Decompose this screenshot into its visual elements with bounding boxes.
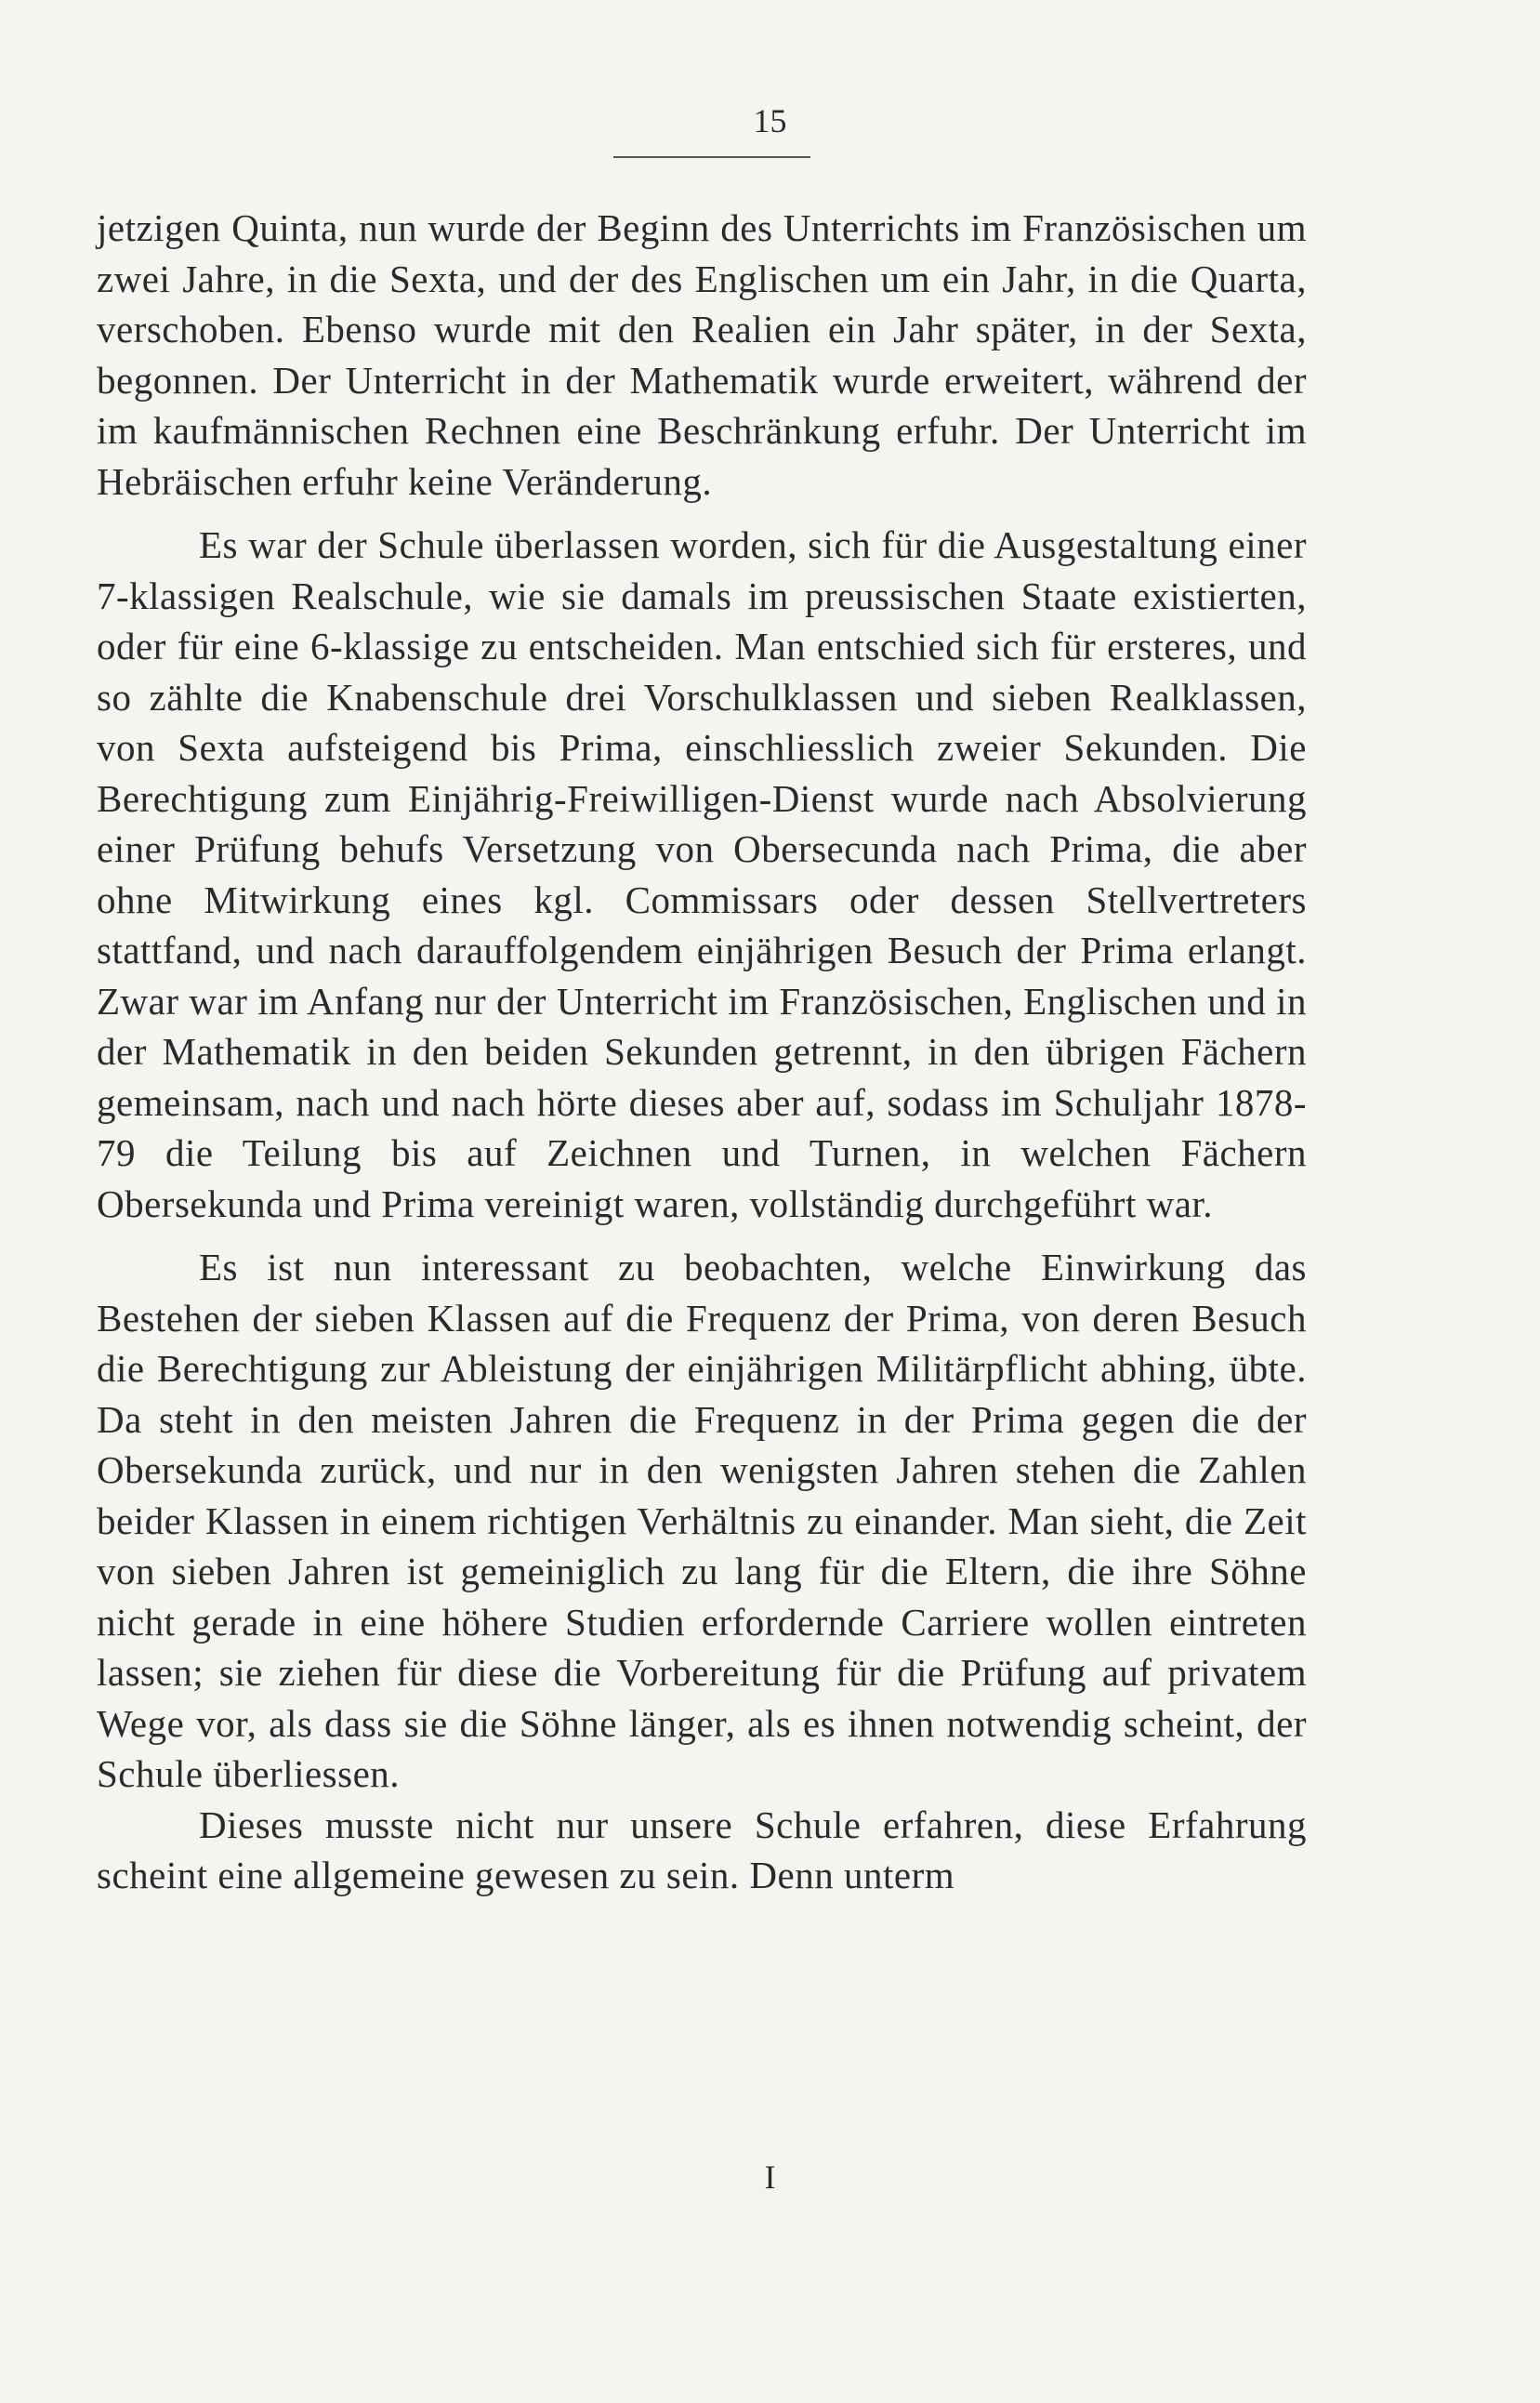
signature-mark: I — [764, 2159, 776, 2196]
paragraph-1: jetzigen Quinta, nun wurde der Beginn des Unterrichts im Französischen um zwei Jahre, in die Sexta, und der des Englischen um ein Jahr, in die Quarta, verschoben. Ebenso wurde mit den Realien ein Jahr später, in der Sexta, begonnen. Der Unterricht in der Mathematik wurde erweitert, während der im kaufmännischen Rechnen eine Beschränkung erfuhr. Der Unterricht im Hebräischen erfuhr keine Veränderung. — [97, 206, 1307, 503]
paragraph-3: Es ist nun interessant zu beobachten, welche Einwirkung das Bestehen der sieben Klassen auf die Frequenz der Prima, von deren Besuch die Berechtigung zur Ableistung der einjährigen Militärpflicht abhing, übte. Da steht in den meisten Jahren die Frequenz in der Prima gegen die der Obersekunda zurück, und nur in den wenigsten Jahren stehen die Zahlen beider Klassen in einem richtigen Verhältnis zu einander. Man sieht, die Zeit von sieben Jahren ist gemeiniglich zu lang für die Eltern, die ihre Söhne nicht gerade in eine höhere Studien erfordernde Carriere wollen eintreten lassen; sie ziehen für diese die Vorbereitung für die Prüfung auf privatem Wege vor, als dass sie die Söhne länger, als es ihnen notwendig scheint, der Schule überliessen. — [97, 1246, 1307, 1795]
paragraph-2: Es war der Schule überlassen worden, sich für die Ausgestaltung einer 7-klassigen Realschule, wie sie damals im preussischen Staate existierten, oder für eine 6-klassige zu entscheiden. Man entschied sich für ersteres, und so zählte die Knabenschule drei Vorschulklassen und sieben Realklassen, von Sexta aufsteigend bis Prima, einschliesslich zweier Sekunden. Die Berechtigung zum Einjährig-Freiwilligen-Dienst wurde nach Absolvierung einer Prüfung behufs Versetzung von Obersecunda nach Prima, die aber ohne Mitwirkung eines kgl. Commissars oder dessen Stellvertreters stattfand, und nach darauffolgendem einjährigen Besuch der Prima erlangt. Zwar war im Anfang nur der Unterricht im Französischen, Englischen und in der Mathematik in den beiden Sekunden getrennt, in den übrigen Fächern gemeinsam, nach und nach hörte dieses aber auf, sodass im Schuljahr 1878-79 die Teilung bis auf Zeichnen und Turnen, in welchen Fächern Obersekunda und Prima vereinigt waren, vollständig durchgeführt war. — [97, 523, 1307, 1225]
page-number: 15 — [753, 102, 787, 139]
header-rule — [613, 156, 810, 158]
body-text — [97, 203, 1307, 1901]
paragraph-4: Dieses musste nicht nur unsere Schule erfahren, diese Erfahrung scheint eine allgemeine gewesen zu sein. Denn unterm — [97, 1802, 1307, 1896]
